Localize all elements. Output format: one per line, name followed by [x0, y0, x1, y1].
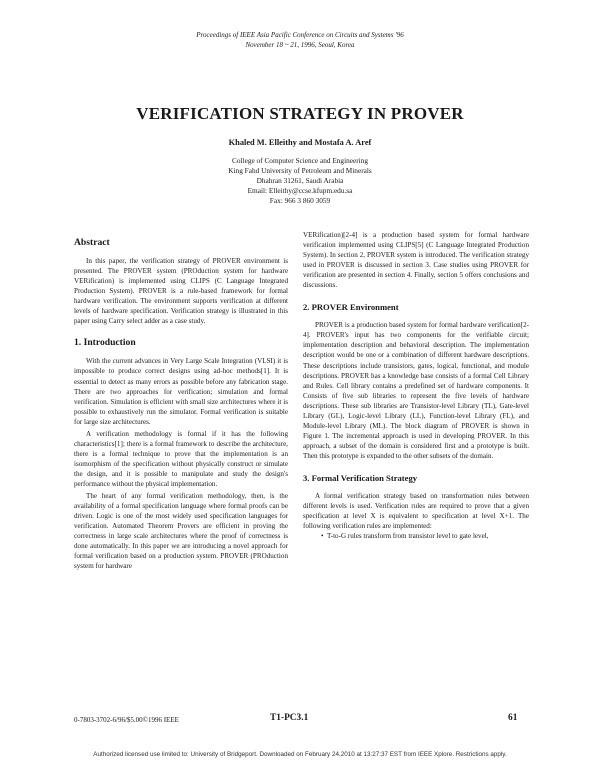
affiliation-fax: Fax: 966 3 860 3059: [269, 196, 331, 205]
introduction-paragraph-3-continued: VERification)[2-4] is a production based system for formal hardware verification implemented using CLIPS[5] (C Language Integrated Production System). In section 2, PROVER system is introduced. The verification strategy used in PROVER is discussed in section 3. Case studies using PROVER for verification are presented in section 4. Finally, section 5 offers conclusions and discussions.: [303, 231, 529, 290]
prover-environment-text: PROVER is a production based system for formal hardware verification[2-4]. PROVER's input has two components for the verifiable circuit; implementation description and behavioral description. The implementation description would be one or a combination of different hardware descriptions. These descriptions include transistors, gates, logical, functional, and module descriptions. PROVER has a knowledge base consists of a formal Cell Library and Rules. Cell library contains a predefined set of hardware components. It Consists of five sub libraries to represent the five levels of hardware descriptions. These sub libraries are Transistor-level Library (TL), Gate-level Library (GL), Logic-level Library (LL), Function-level Library (FL), and Module-level Library (ML). The block diagram of PROVER is shown in Figure 1. The incremental approach is used in developing PROVER. In this approach, a subset of the domain is considered first and a prototype is built. Then this prototype is expanded to the other subsets of the domain.: [303, 321, 529, 460]
prover-environment-heading: 2. PROVER Environment: [303, 302, 399, 313]
affiliation-college: College of Computer Science and Engineering: [232, 156, 368, 165]
introduction-paragraph-2: A verification methodology is formal if it has the following characteristics[1]; there is a formal framework to describe the architecture, there is a formal technique to prove that the implementation is an isomorphism of the specification without physically construct or simulate the design, and it is possible to manipulate and study the design's performance without the physical implementation.: [74, 429, 288, 488]
introduction-paragraph-1: With the current advances in Very Large Scale Integration (VLSI) it is impossible to produce correct designs using ad-hoc methods[1]. It is essential to detect as many errors as possible before any fabrication stage. There are two approaches for verification; simulation and formal verification. Simulation is efficient with small size architectures where it is possible to exhaustively run the simulator. Formal verification is suitable for large size architectures.: [74, 357, 288, 426]
abstract-heading: Abstract: [74, 237, 110, 248]
introduction-paragraph-3: The heart of any formal verification methodology, then, is the availability of a formal specification language where formal proofs can be driven. Logic is one of the most widely used specification languages for verification. Automated Theorem Provers are efficient in proving the correctness in large scale architectures where the proof of correctness is done automatically. In this paper we are introducing a novel approach for formal verification based on a production system. PROVER (PROduction system for hardware: [74, 492, 288, 571]
verification-rule-text: T-to-G rules transform from transistor level to gate level,: [327, 532, 489, 541]
session-code: T1-PC3.1: [270, 713, 309, 723]
bullet-icon: •: [321, 532, 324, 541]
right-column: [303, 230, 529, 541]
proceedings-line: Proceedings of IEEE Asia Pacific Conference on Circuits and Systems '96: [196, 31, 404, 39]
verification-rule-item: [303, 531, 529, 541]
conference-date-line: November 18 ~ 21, 1996, Seoul, Korea: [245, 41, 355, 49]
isbn-copyright: 0-7803-3702-6/96/$5.00©1996 IEEE: [74, 716, 179, 724]
abstract-text: In this paper, the verification strategy of PROVER environment is presented. The PROVER system (PROduction system for hardware VERification) is implemented using CLIPS (C Language Integrated Production System). PROVER is a rule-based framework for formal hardware verification. The environment supports verification at different levels of hardware specification. Verification strategy is illustrated in this paper using Carry select adder as a case study.: [74, 257, 288, 326]
affiliation-university: King Fahd University of Petroleum and Minerals: [228, 166, 372, 175]
paper-authors: Khaled M. Elleithy and Mostafa A. Aref: [228, 138, 372, 147]
license-notice: Authorized licensed use limited to: University of Bridgeport. Downloaded on February 24,2010 at 13:27:37 EST from IEEE Xplore. Restrictions apply.: [93, 751, 507, 758]
affiliation-city: Dhahran 31261, Saudi Arabia: [256, 176, 344, 185]
left-column: [74, 238, 288, 571]
paper-title: VERIFICATION STRATEGY IN PROVER: [136, 104, 464, 123]
introduction-heading: 1. Introduction: [74, 337, 136, 349]
affiliation-email: Email: Elleithy@ccse.kfupm.edu.sa: [247, 186, 353, 195]
verification-strategy-text: A formal verification strategy based on transformation rules between different levels is used. Verification rules are required to prove that a given specification at level X is equivalent to specification at level X+1. The following verification rules are implemented:: [303, 492, 529, 531]
verification-strategy-heading: 3. Formal Verification Strategy: [303, 472, 418, 483]
page-number: 61: [508, 713, 518, 723]
